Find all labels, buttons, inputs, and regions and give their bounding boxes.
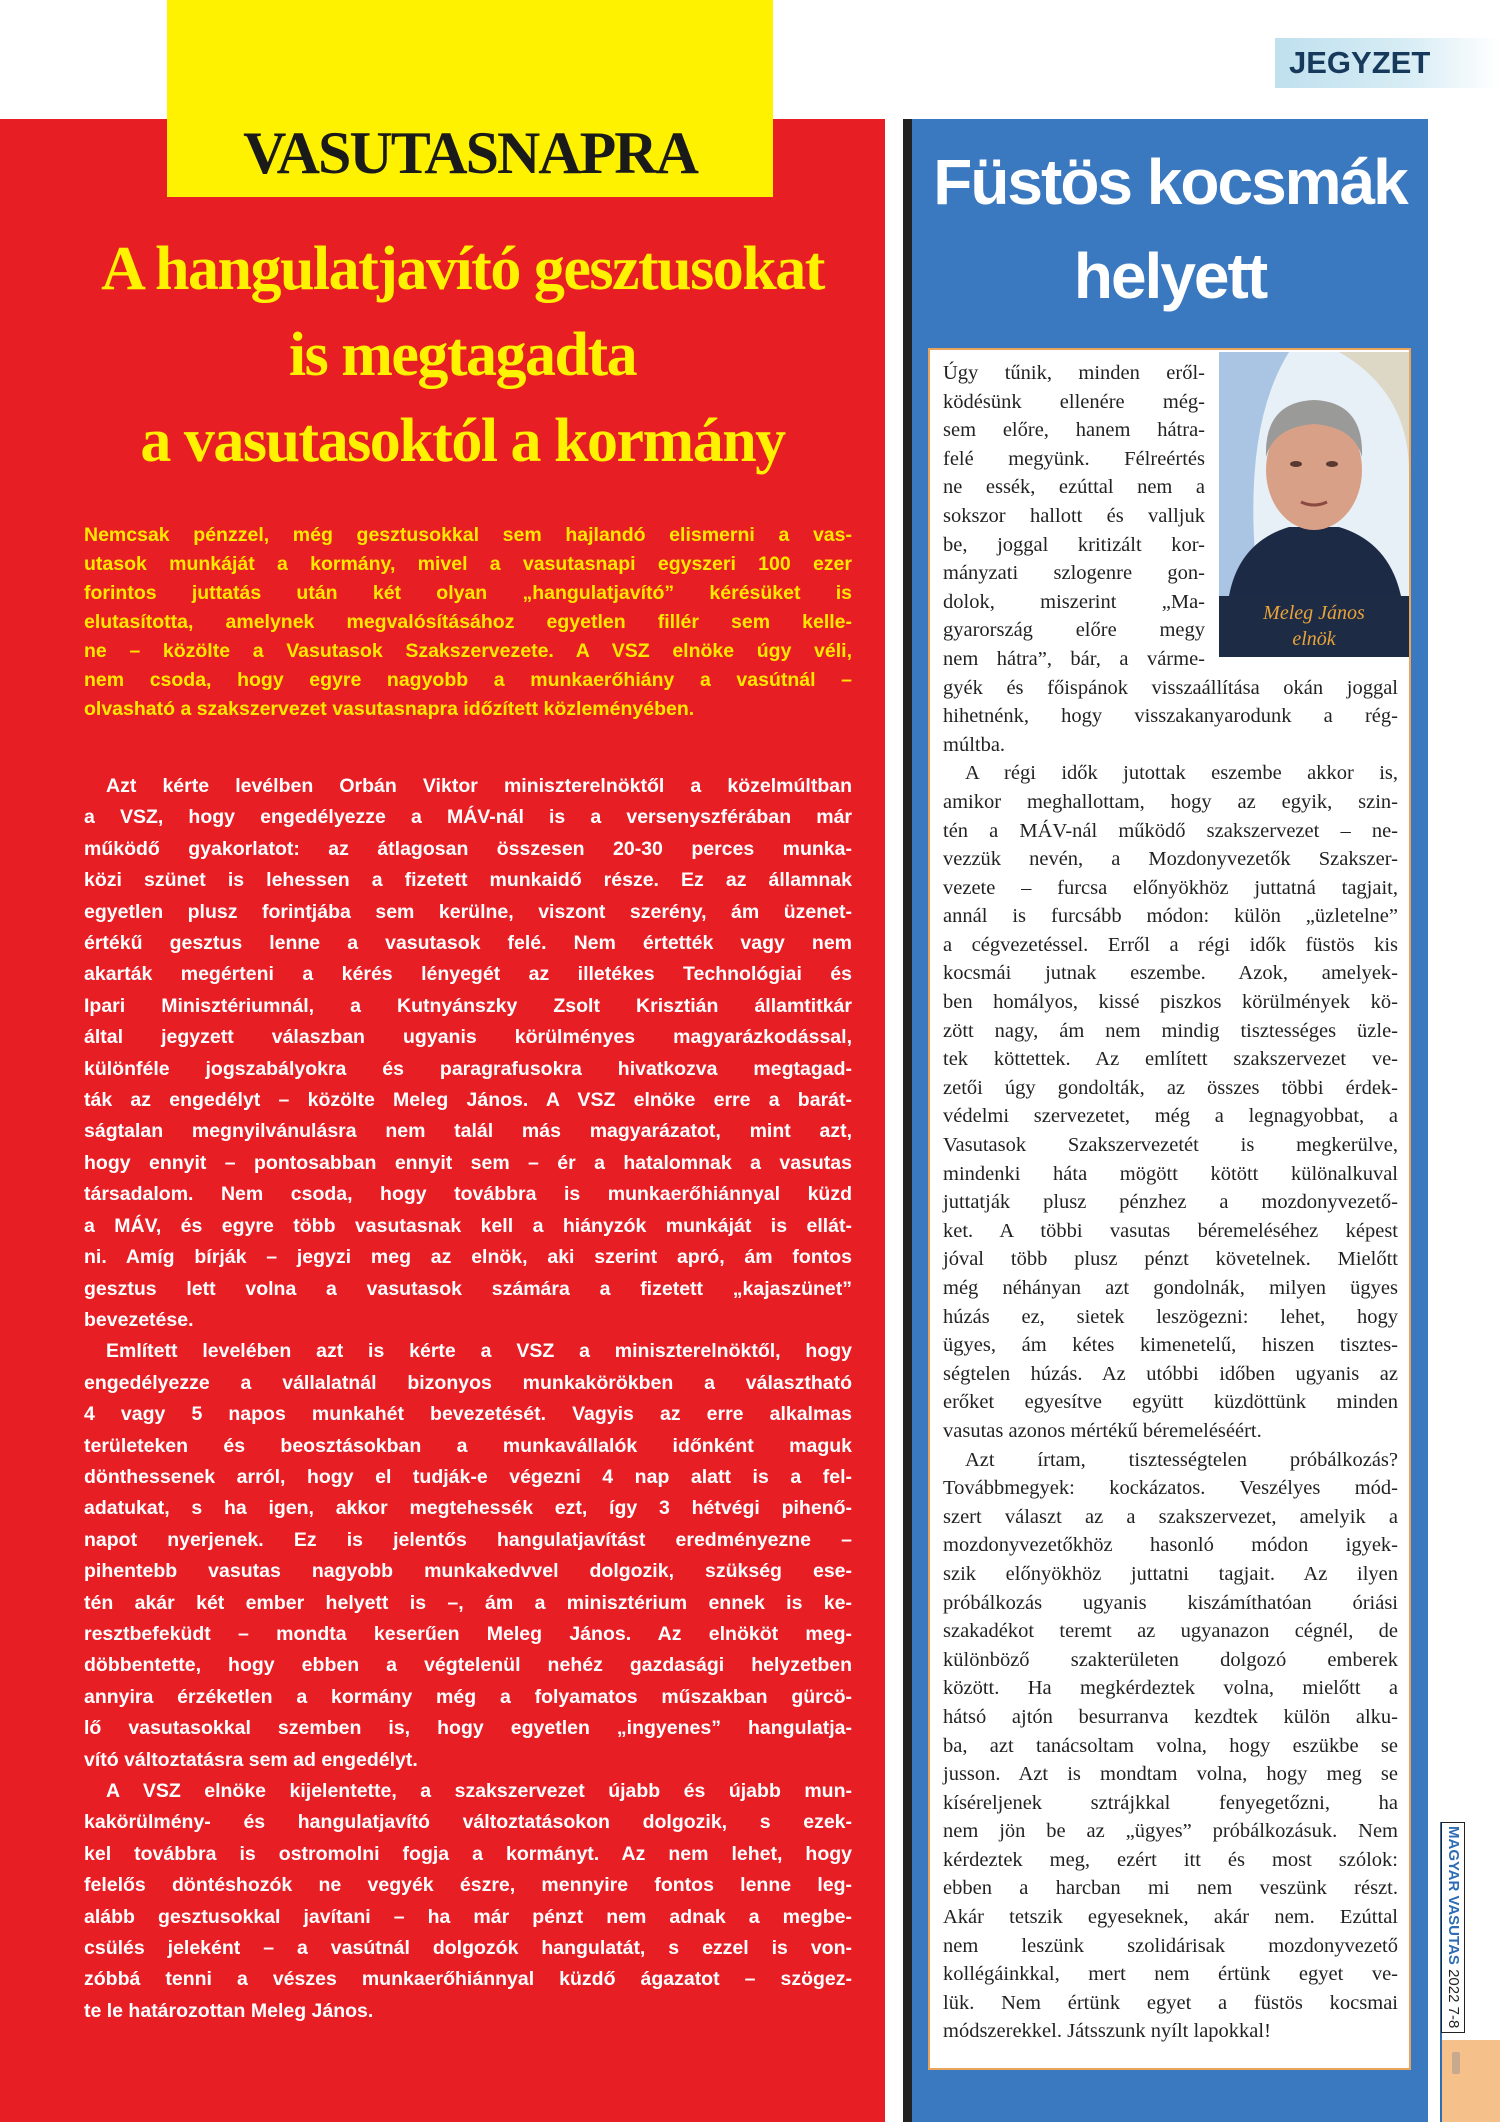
text-line: olvasható a szakszervezet vasutasnapra időzített közleményében. [84, 698, 695, 720]
text-line: mindenki háta mögött kötött különalkuval [943, 1162, 1398, 1185]
text-line: jusson. Azt is mondtam volna, hogy meg se [943, 1763, 1398, 1786]
text-line: sokszor hallott és valljuk [943, 504, 1205, 527]
text-line: Nemcsak pénzzel, még gesztusokkal sem hajlandó elismerni a vas- [84, 524, 852, 546]
text-line: nem jön be az „ügyes” próbálkozásuk. Nem [943, 1820, 1398, 1843]
text-line: ne – közölte a Vasutasok Szakszervezete. A VSZ elnöke úgy véli, [84, 640, 852, 662]
text-line: forintos juttatás után két olyan „hangulatjavító” kérésüket is [84, 582, 852, 604]
text-line: szakadékot teremt az ugyanazon cégnél, de [943, 1620, 1398, 1643]
text-line: jóval több plusz pénzt követelnek. Mielőtt [943, 1248, 1398, 1271]
text-line: ták az engedélyt – közölte Meleg János. A VSZ elnöke erre a barát- [84, 1089, 852, 1112]
text-line: kollégáinkkal, mert nem értünk egyet ve- [943, 1963, 1398, 1986]
text-line: Azt írtam, tisztességtelen próbálkozás? [965, 1448, 1398, 1471]
headline-line: A hangulatjavító gesztusokat [101, 235, 824, 303]
text-line: közi szünet is lehessen a fizetett munkaidő része. Ez az államnak [84, 869, 852, 892]
headline-line: a vasutasoktól a kormány [140, 407, 785, 475]
text-line: hátsó ajtón besurranva kezdtek külön alku- [943, 1705, 1398, 1728]
text-line: Ipari Minisztériumnál, a Kutnyánszky Zsolt Krisztián államtitkár [84, 994, 852, 1017]
text-line: erőket egyesítve együtt küzdöttünk minden [943, 1391, 1398, 1414]
text-line: kel továbbra is ostromolni fogja a kormányt. Az nem lehet, hogy [84, 1842, 852, 1865]
text-line: területeken és beosztásokban a munkavállalók időnként maguk [84, 1434, 852, 1457]
text-line: hogy ennyit – pontosabban ennyit sem – ér a hatalomnak a vasutas [84, 1151, 852, 1174]
text-line: A VSZ elnöke kijelentette, a szakszervezet újabb és újabb mun- [106, 1780, 852, 1802]
text-line: nem leszünk szolidárisak mozdonyvezető [943, 1934, 1398, 1957]
issue-number: 2022 7-8 [1445, 1969, 1462, 2029]
text-line: felelős döntéshozók ne vegyék észre, mennyire fontos lenne leg- [84, 1874, 852, 1897]
text-line: zóbbá tenni a vészes munkaerőhiánnyal küzdő ágazatot – szögez- [84, 1968, 852, 1991]
text-line: szert választ az a szakszervezet, amelyik a [943, 1505, 1398, 1528]
opinion-headline-line: helyett [1073, 240, 1267, 312]
text-line: által jegyzett válaszban ugyanis körülményes magyarázkodással, [84, 1026, 852, 1049]
text-line: 4 vagy 5 napos munkahét bevezetését. Vagyis az erre alkalmas [84, 1403, 852, 1426]
text-line: elutasította, amelynek megvalósításához egyetlen fillér sem kelle- [84, 611, 852, 633]
column-rule [903, 119, 912, 2122]
text-line: hihetnénk, hogy visszakanyarodunk a rég- [943, 705, 1398, 728]
opinion-body [943, 359, 1398, 2046]
text-line: vító változtatásra sem ad engedélyt. [84, 1748, 418, 1771]
text-line: ket. A többi vasutas béremeléséhez képest [943, 1219, 1398, 1242]
text-line: utasok munkáját a kormány, mivel a vasutasnapi egyszeri 100 ezer [84, 553, 852, 575]
text-line: bevezetése. [84, 1308, 194, 1331]
text-line: ba, azt tanácsoltam volna, hogy eszükbe se [943, 1734, 1398, 1757]
text-line: napot nyerjenek. Ez is jelentős hangulatjavítást eredményezne – [84, 1528, 852, 1551]
text-line: ségtelen húzás. Az utóbbi időben ugyanis az [943, 1362, 1398, 1385]
text-line: ügyes, ám kétes kimenetelű, hiszen tisztes- [943, 1334, 1398, 1357]
caption-role: elnök [1292, 628, 1336, 650]
text-line: nem csoda, hogy egyre nagyobb a munkaerőhiány a vasútnál – [84, 669, 852, 691]
text-line: között. Ha megkérdeztek volna, mielőtt a [943, 1677, 1398, 1700]
text-line: vasutas azonos mértékű béremeléséért. [943, 1419, 1262, 1442]
text-line: resztbefeküdt – mondta keserűen Meleg János. Az elnököt meg- [84, 1622, 852, 1645]
text-line: dönthessenek arról, hogy el tudják-e végezni 4 nap alatt is a fel- [84, 1465, 852, 1488]
text-line: ben homályos, kissé piszkos körülmények kö- [943, 991, 1398, 1014]
text-line: Akár tetszik egyeseknek, akár nem. Ezúttal [943, 1906, 1398, 1929]
text-line: A régi idők jutottak eszembe akkor is, [965, 762, 1398, 785]
text-line: a VSZ, hogy engedélyezze a MÁV-nál is a versenyszférában már [84, 806, 852, 829]
text-line: felé megyünk. Félreértés [943, 447, 1205, 470]
text-line: módszerekkel. Játsszunk nyílt lapokkal! [943, 2020, 1271, 2043]
text-line: ebben a harcban mi nem veszünk részt. [943, 1877, 1398, 1900]
text-line: döbbentette, hogy ebben a végtelenül nehéz gazdasági helyzetben [84, 1654, 852, 1677]
text-line: be, joggal kritizált kor- [943, 533, 1205, 556]
text-line: lük. Nem értünk egyet a füstös kocsmai [943, 1991, 1398, 2014]
text-line: nem hátra”, bár, a várme- [943, 647, 1205, 670]
text-line: amikor meghallottam, hogy az egyik, szin- [943, 790, 1398, 813]
text-line: engedélyezze a vállalatnál bizonyos munkakörökben a választható [84, 1371, 852, 1394]
text-line: Említett levelében azt is kérte a VSZ a miniszterelnöktől, hogy [106, 1340, 852, 1363]
text-line: kakörülmény- és hangulatjavító változtatásokon dolgozik, s ezek- [84, 1811, 852, 1834]
text-line: különféle jogszabályokra és paragrafusokra hivatkozva megtagad- [84, 1057, 852, 1080]
text-line: Továbbmegyek: kockázatos. Veszélyes mód- [943, 1477, 1398, 1500]
opinion-headline-line: Füstös kocsmák [933, 146, 1407, 218]
kicker: VASUTASNAPRA [243, 120, 697, 186]
text-line: múltba. [943, 733, 1006, 756]
text-line: a MÁV, és egyre több vasutasnak kell a hiányzók munkáját is ellát- [84, 1214, 852, 1237]
text-line: adatukat, s ha igen, akkor megtehessék ezt, így 3 hétvégi pihenő- [84, 1497, 852, 1520]
text-line: gyarország előre megy [943, 619, 1205, 642]
text-line: ságtalan megnyilvánulásra nem talál más magyarázatot, mint azt, [84, 1120, 852, 1143]
text-line: gyék és főispánok visszaállítása okán joggal [943, 676, 1398, 699]
text-line: Azt kérte levélben Orbán Viktor miniszterelnöktől a közelmúltban [106, 775, 852, 797]
text-line: próbálkozás ugyanis kiszámíthatóan óriási [943, 1591, 1398, 1614]
magazine-name: MAGYAR VASUTAS [1445, 1826, 1462, 1966]
text-line: működő gyakorlatot: az átlagosan összesen 20-30 perces munka- [84, 837, 852, 860]
text-line: vezzük nevén, a Mozdonyvezetők Szakszer- [943, 848, 1398, 871]
text-line: alább gesztusokkal javítani – ha már pénzt nem adnak a megbe- [84, 1905, 852, 1928]
page-number-mark [1452, 2052, 1460, 2074]
text-line: mányzati szlogenre gon- [943, 562, 1205, 585]
text-line: tén akár két ember helyett is –, ám a minisztérium ennek is ke- [84, 1591, 852, 1614]
text-line: különböző szakterületen dolgozó emberek [943, 1648, 1398, 1671]
headline-line: is megtagadta [288, 321, 637, 389]
text-line: annál is furcsább módon: külön „üzletelne” [943, 905, 1398, 928]
text-line: zetői úgy gondolták, az összes többi érdek- [943, 1076, 1398, 1099]
text-line: értékű gesztus lenne a vasutasok felé. Nem értették vagy nem [84, 932, 852, 955]
text-line: kocsmái jutnak eszembe. Azok, amelyek- [943, 962, 1398, 985]
text-line: lő vasutasokkal szemben is, hogy egyetlen „ingyenes” hangulatja- [84, 1717, 852, 1740]
caption-name: Meleg János [1263, 602, 1365, 624]
text-line: társadalom. Nem csoda, hogy továbbra is munkaerőhiánnyal küzd [84, 1183, 852, 1206]
text-line: húzás ez, sietek leszögezni: lehet, hogy [943, 1305, 1398, 1328]
text-line: gesztus lett volna a vasutasok számára a fizetett „kajaszünet” [84, 1277, 852, 1300]
text-line: ne essék, ezúttal nem a [943, 476, 1205, 499]
text-line: még néhányan azt gondolnák, milyen ügyes [943, 1277, 1398, 1299]
text-line: pihentebb vasutas nagyobb munkakedvvel dolgozik, szükség ese- [84, 1560, 852, 1583]
text-line: tek köttettek. Az említett szakszervezet ve- [943, 1048, 1398, 1071]
text-line: Úgy tűnik, minden eről- [943, 362, 1205, 384]
text-line: sem előre, hanem hátra- [943, 419, 1205, 442]
text-line: a cégvezetéssel. Erről a régi idők füstös kis [943, 933, 1398, 956]
text-line: ködésünk ellenére még- [943, 390, 1205, 413]
text-line: kérdeztek meg, ezért itt és most szólok: [943, 1848, 1398, 1871]
text-line: szik előnyökhöz juttatni tagjait. Az ilyen [943, 1562, 1398, 1585]
article-lead [84, 521, 852, 724]
text-line: zött nagy, ám nem mindig tisztességes üzle- [943, 1019, 1398, 1042]
section-tag: JEGYZET [1275, 38, 1500, 88]
text-line: vezete – furcsa előnyökhöz juttatná tagjait, [943, 876, 1398, 899]
text-line: ni. Amíg bírják – jegyzi meg az elnök, aki szerint apró, ám fontos [84, 1246, 852, 1269]
text-line: mozdonyvezetőkhöz hasonló módon igyek- [943, 1534, 1398, 1557]
text-line: dolok, miszerint „Ma- [943, 590, 1205, 613]
text-line: egyetlen plusz forintjába sem kerülne, viszont szerény, ám üzenet- [84, 900, 852, 923]
text-line: kíséreljenek sztrájkkal fenyegetőzni, ha [943, 1791, 1398, 1814]
text-line: védelmi szervezetet, még a legnagyobbat, a [943, 1105, 1398, 1128]
page-corner-tab [1442, 2040, 1500, 2122]
text-line: juttatják plusz pénzhez a mozdonyvezető- [943, 1191, 1398, 1214]
text-line: csülés jeleként – a vasútnál dolgozók hangulatát, s ezzel is von- [84, 1937, 852, 1960]
article-body [84, 771, 852, 2027]
text-line: akarták megérteni a kérés lényegét az illetékes Technológiai és [84, 963, 852, 986]
text-line: annyira érzéketlen a kormány még a folyamatos műszakban gürcö- [84, 1685, 852, 1708]
magazine-issue-label [1441, 1822, 1465, 2033]
text-line: te le határozottan Meleg János. [84, 1999, 374, 2022]
text-line: Vasutasok Szakszervezetét is megkerülve, [943, 1134, 1398, 1157]
text-line: tén a MÁV-nál működő szakszervezet – ne- [943, 819, 1398, 842]
